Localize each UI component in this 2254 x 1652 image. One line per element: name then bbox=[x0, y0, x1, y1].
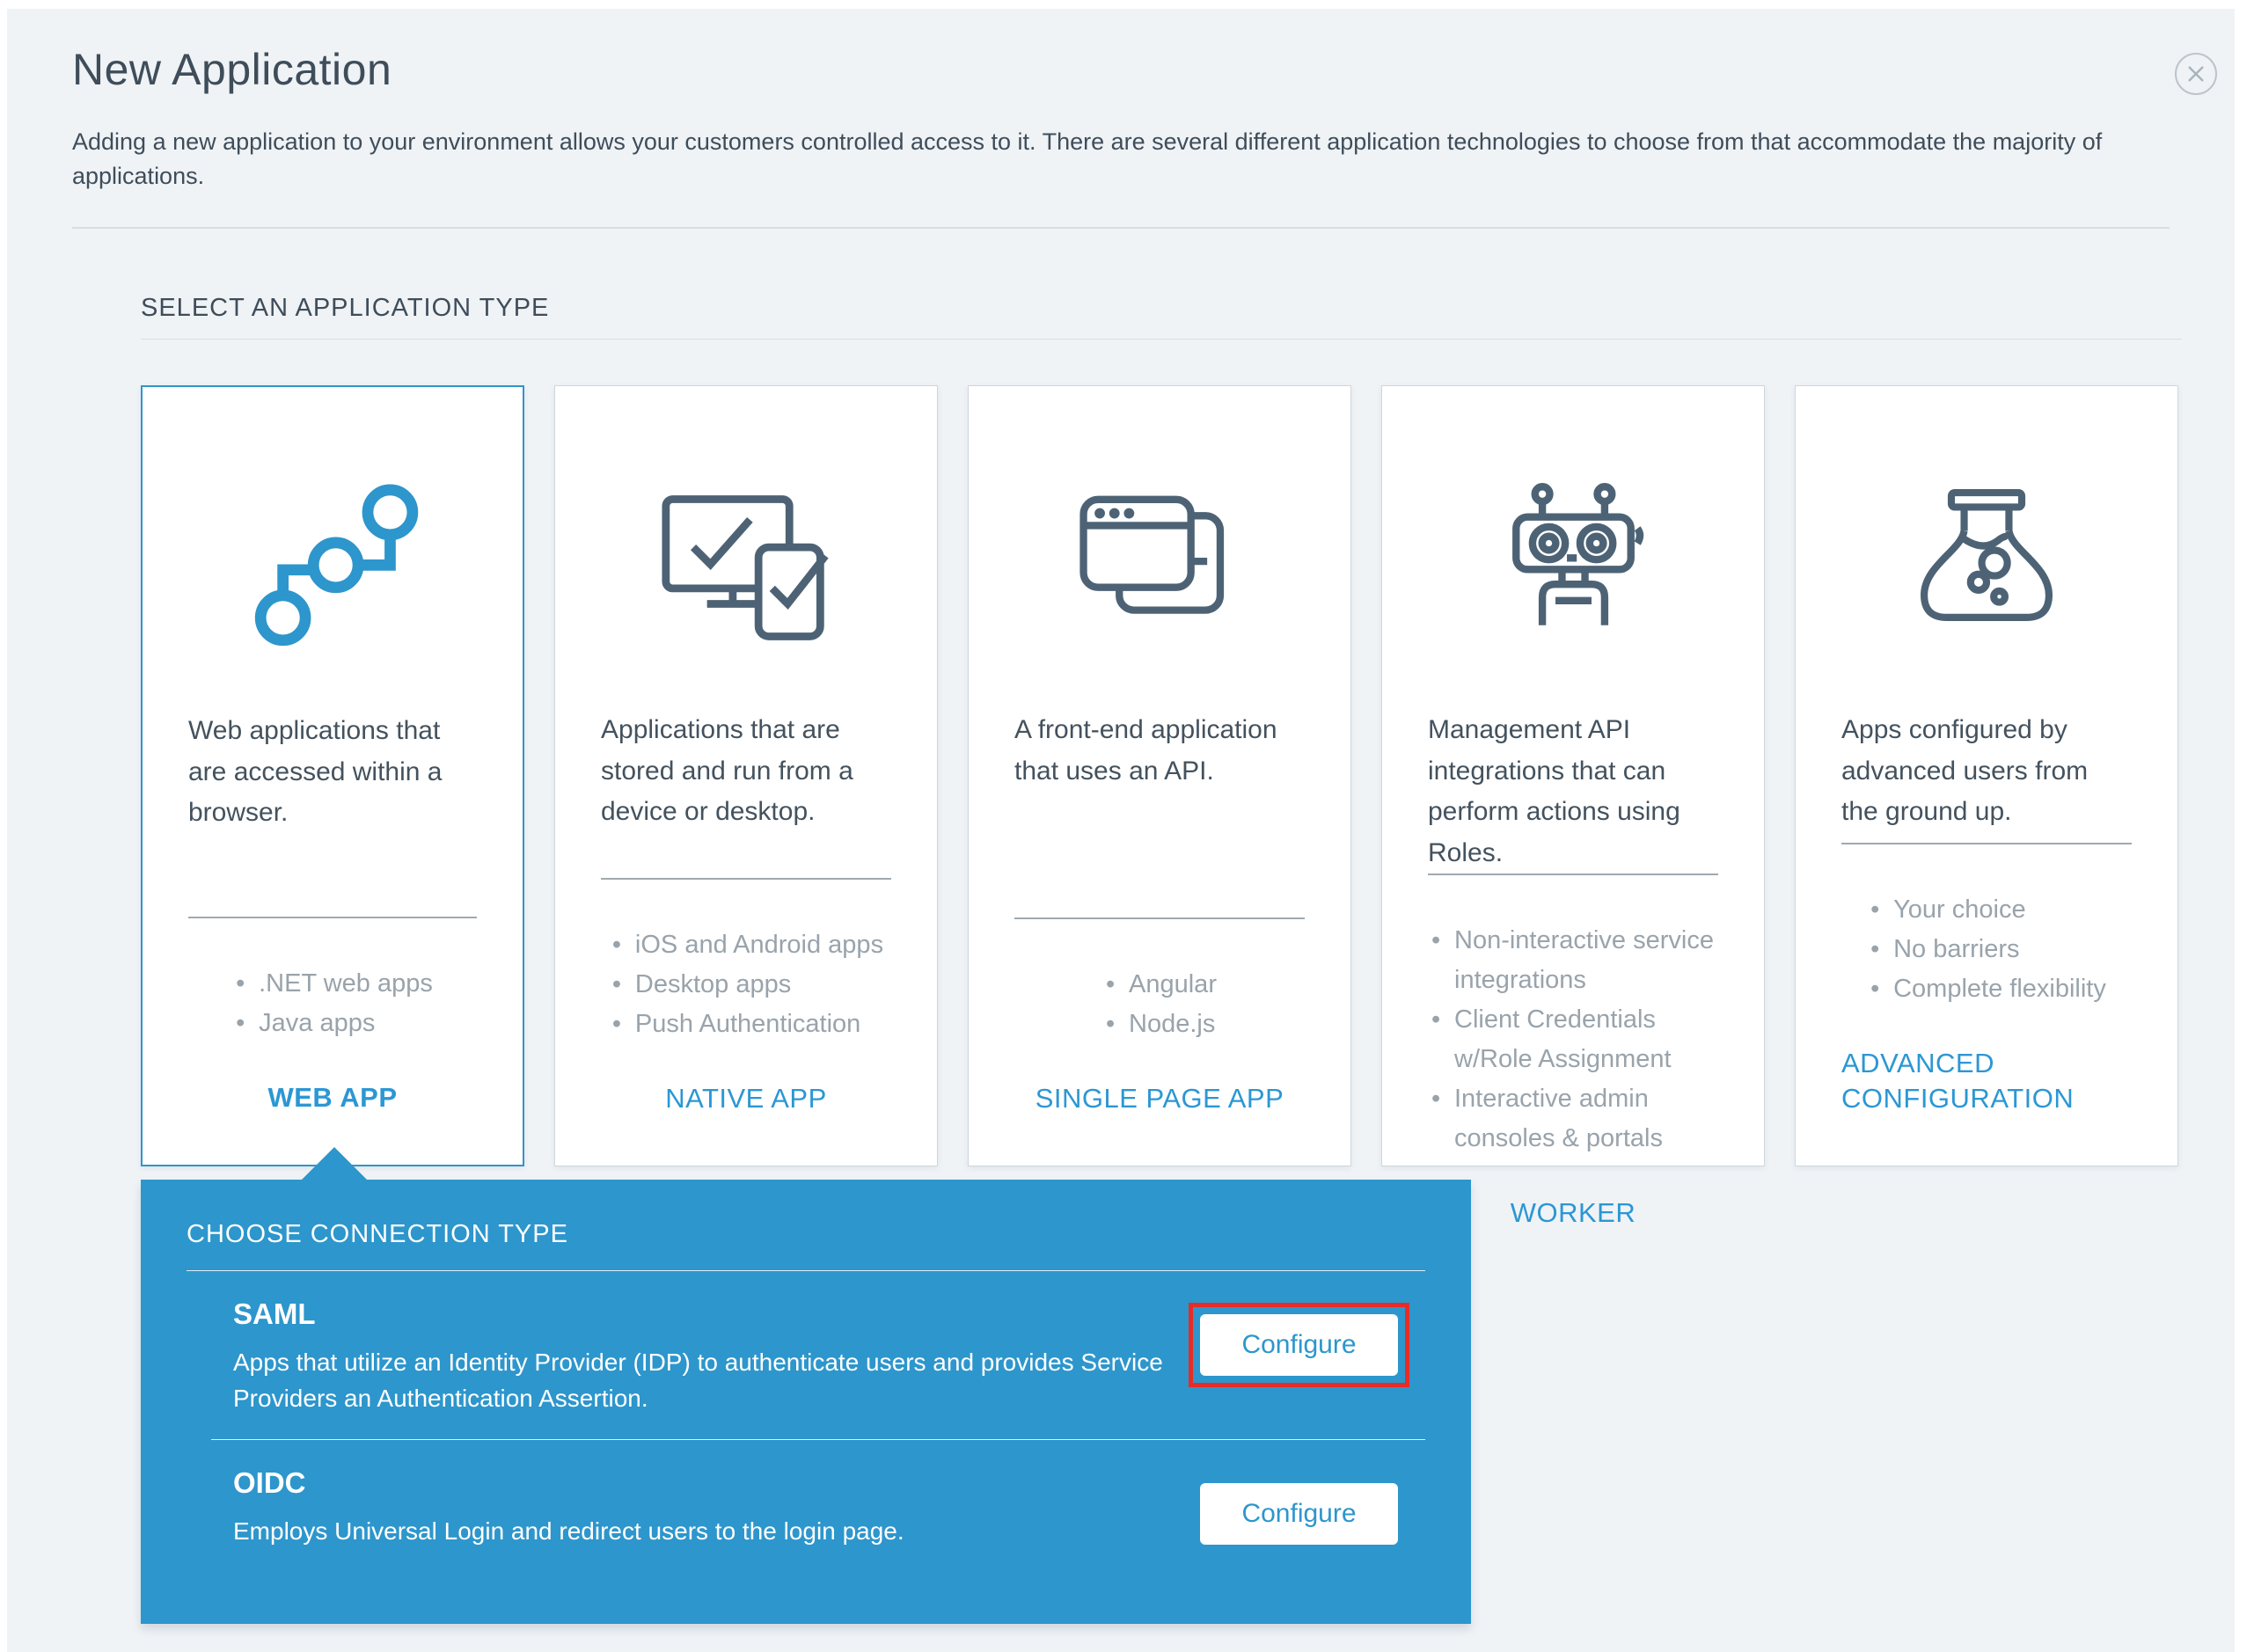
card-bullet-area bbox=[1014, 965, 1305, 1044]
section-divider bbox=[141, 339, 2182, 340]
highlight-box bbox=[1189, 1303, 1409, 1387]
bullet-item: • No barriers bbox=[1867, 930, 2106, 969]
option-text bbox=[233, 1466, 904, 1550]
connection-options bbox=[187, 1271, 1425, 1579]
option-description: Apps that utilize an Identity Provider (IDP) to authenticate users and provides Service Providers an Authentication Assertion. bbox=[233, 1349, 1163, 1412]
application-type-cards bbox=[141, 385, 2182, 1228]
header-divider bbox=[72, 227, 2170, 229]
bullet-item: • Java apps bbox=[232, 1004, 433, 1043]
card-bullet-list bbox=[1867, 890, 2106, 1009]
bullet-item: • Client Credentials w/Role Assignment bbox=[1428, 1000, 1718, 1079]
card-description: A front-end application that uses an API. bbox=[1014, 715, 1277, 786]
card-native-app[interactable] bbox=[554, 385, 938, 1166]
choose-connection-type-heading: CHOOSE CONNECTION TYPE bbox=[187, 1220, 568, 1249]
new-application-modal bbox=[7, 9, 2235, 1652]
card-description: Web applications that are accessed within a browser. bbox=[188, 716, 443, 828]
option-description: Employs Universal Login and redirect users to the login page. bbox=[233, 1517, 904, 1546]
card-bullet-area bbox=[601, 925, 891, 1044]
bullet-item: • iOS and Android apps bbox=[609, 925, 883, 965]
close-button[interactable] bbox=[2175, 53, 2217, 95]
page-title: New Application bbox=[72, 45, 392, 94]
card-bullet-area bbox=[188, 964, 477, 1043]
card-divider bbox=[1014, 917, 1305, 919]
bullet-item: • Push Authentication bbox=[609, 1005, 883, 1044]
card-label-web-app: WEB APP bbox=[267, 1081, 398, 1113]
bullet-item: • Desktop apps bbox=[609, 965, 883, 1005]
card-worker[interactable] bbox=[1381, 385, 1765, 1228]
bullet-item: • Angular bbox=[1102, 965, 1217, 1005]
configure-button-oidc[interactable]: Configure bbox=[1200, 1483, 1398, 1545]
bullet-item: • Non-interactive service integrations bbox=[1428, 921, 1718, 1000]
browser-windows-icon bbox=[1014, 462, 1305, 673]
card-bullet-list bbox=[1102, 965, 1217, 1044]
option-text bbox=[233, 1297, 1183, 1416]
close-icon bbox=[2185, 63, 2206, 84]
card-divider bbox=[188, 917, 477, 918]
card-bullet-area bbox=[1841, 890, 2132, 1009]
bullet-item: • Interactive admin consoles & portals bbox=[1428, 1079, 1718, 1159]
bullet-item: • Node.js bbox=[1102, 1005, 1217, 1044]
card-divider bbox=[1841, 843, 2132, 844]
connection-type-panel bbox=[141, 1180, 1471, 1624]
card-bullet-list bbox=[1428, 921, 1718, 1159]
card-divider bbox=[601, 878, 891, 880]
card-description: Management API integrations that can perform actions using Roles. bbox=[1428, 715, 1680, 867]
configure-button-saml[interactable]: Configure bbox=[1200, 1314, 1398, 1376]
connection-option-saml bbox=[187, 1271, 1425, 1439]
card-label-native-app: NATIVE APP bbox=[665, 1082, 827, 1114]
application-type-section bbox=[141, 294, 2182, 1624]
bullet-item: • .NET web apps bbox=[232, 964, 433, 1004]
card-bullet-list bbox=[232, 964, 433, 1043]
bullet-item: • Your choice bbox=[1867, 890, 2106, 930]
robot-icon bbox=[1428, 462, 1718, 673]
card-divider bbox=[1428, 874, 1718, 875]
card-web-app[interactable] bbox=[141, 385, 524, 1166]
option-title-saml: SAML bbox=[233, 1297, 316, 1331]
bullet-item: • Complete flexibility bbox=[1867, 969, 2106, 1009]
card-description: Apps configured by advanced users from the ground up. bbox=[1841, 715, 2089, 827]
card-label-worker: WORKER bbox=[1510, 1196, 1636, 1228]
modal-description: Adding a new application to your environment allows your customers controlled access to it. There are several different application technologies to choose from that accommodate the majority of applications. bbox=[72, 128, 2103, 190]
card-description: Applications that are stored and run from a device or desktop. bbox=[601, 715, 853, 827]
workflow-nodes-icon bbox=[188, 463, 477, 674]
button-box bbox=[1189, 1472, 1409, 1556]
option-title-oidc: OIDC bbox=[233, 1466, 306, 1500]
flask-icon bbox=[1841, 462, 2132, 673]
connection-option-oidc bbox=[187, 1440, 1425, 1579]
select-application-type-heading: SELECT AN APPLICATION TYPE bbox=[141, 294, 550, 323]
card-advanced-configuration[interactable] bbox=[1795, 385, 2178, 1166]
card-bullet-area bbox=[1428, 921, 1718, 1159]
devices-check-icon bbox=[601, 462, 891, 673]
card-single-page-app[interactable] bbox=[968, 385, 1351, 1166]
card-label-single-page-app: SINGLE PAGE APP bbox=[1035, 1082, 1284, 1114]
card-label-advanced-configuration: ADVANCED CONFIGURATION bbox=[1841, 1047, 2075, 1114]
card-bullet-list bbox=[609, 925, 883, 1044]
